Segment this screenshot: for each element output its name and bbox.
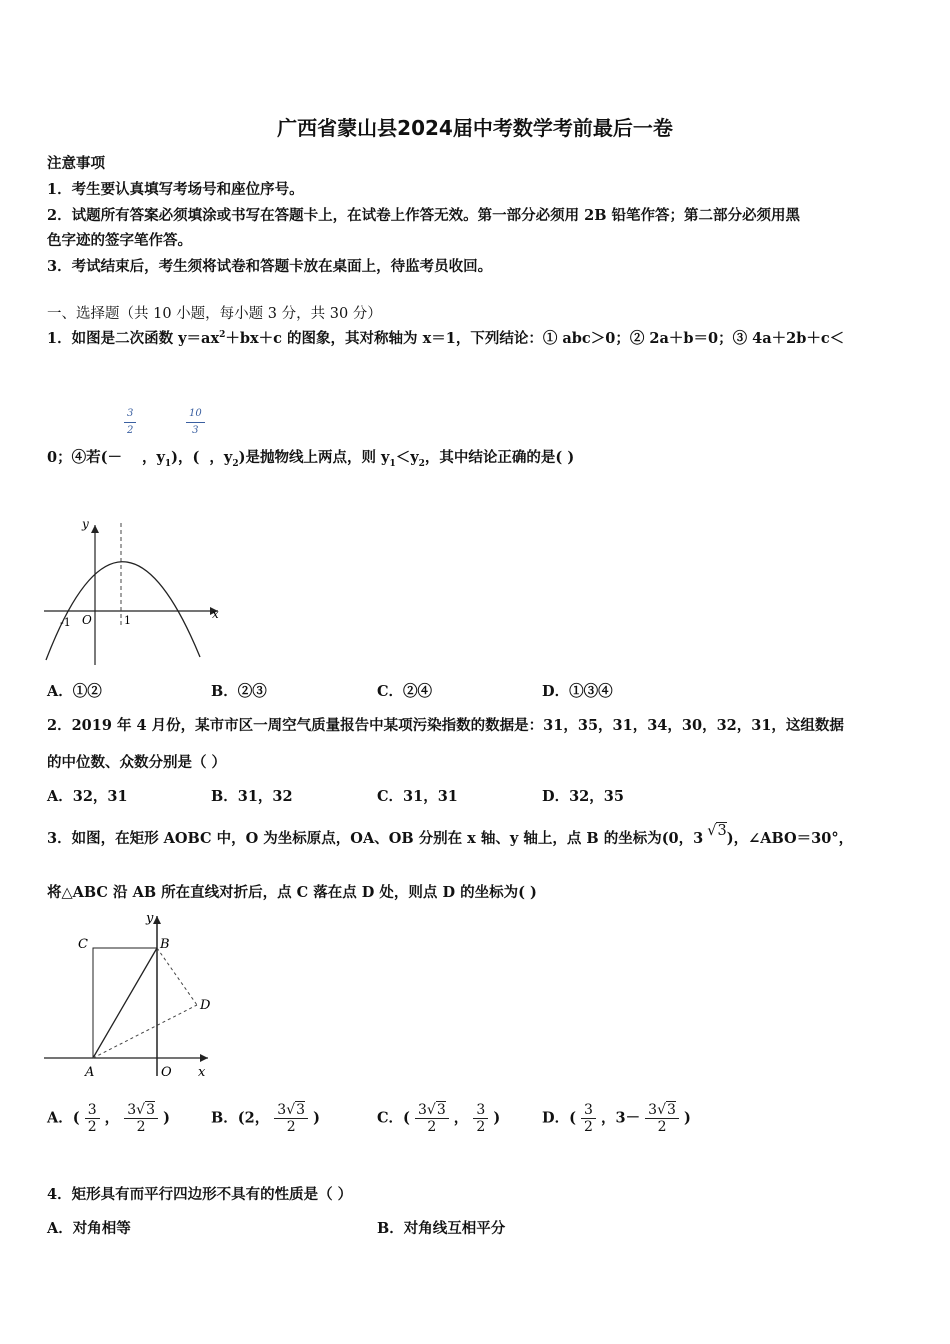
q4-option-b[interactable]: B．对角线互相平分 bbox=[377, 1220, 506, 1237]
label-c: C bbox=[78, 937, 88, 952]
label-x: x bbox=[198, 1065, 206, 1080]
fraction-sqrt: $\frac{3√3}{2}$ bbox=[124, 1102, 158, 1135]
question-2-line-2: 的中位数、众数分别是（ ） bbox=[47, 754, 227, 771]
q3-option-a[interactable]: A．( $\frac{3}{2}$ ， $\frac{3√3}{2}$ ) bbox=[47, 1102, 170, 1135]
fraction-sqrt: $\frac{3√3}{2}$ bbox=[415, 1102, 449, 1135]
graph-label-x: x bbox=[212, 607, 219, 621]
label-a: A bbox=[85, 1065, 95, 1080]
sqrt-3: √3 bbox=[707, 823, 727, 839]
page-title: 广西省蒙山县2024届中考数学考前最后一卷 bbox=[277, 116, 673, 140]
fraction: $\frac{3}{2}$ bbox=[85, 1102, 100, 1135]
fraction: $\frac{3}{2}$ bbox=[473, 1102, 488, 1135]
x-axis-arrow bbox=[200, 1054, 208, 1062]
label-b: B bbox=[160, 937, 170, 952]
question-1-line-2: 0；④若(－ ，$y_1$)，( ，$y_2$)是抛物线上两点，则 $y_1<y_2$，其中结论正确的是( ) bbox=[47, 449, 575, 469]
q2-option-b[interactable]: B．31，32 bbox=[211, 788, 293, 805]
q3-option-d[interactable]: D．( $\frac{3}{2}$ ，3－ $\frac{3√3}{2}$ ) bbox=[542, 1102, 691, 1135]
q1-option-b[interactable]: B．②③ bbox=[211, 683, 267, 700]
question-3-line-1: 3．如图，在矩形 AOBC 中，O 为坐标原点，OA、OB 分别在 x 轴、y 轴上，点 B 的坐标为(0，3 √3)，∠ABO＝30°， bbox=[47, 823, 854, 847]
q3-option-b[interactable]: B．(2， $\frac{3√3}{2}$ ) bbox=[211, 1102, 320, 1135]
fraction-3-2: $\frac{3}{2}$ bbox=[124, 406, 136, 439]
parabola-graph bbox=[40, 515, 225, 670]
q3-option-c[interactable]: C．( $\frac{3√3}{2}$ ， $\frac{3}{2}$ ) bbox=[377, 1102, 501, 1135]
question-2-line-1: 2．2019 年 4 月份，某市市区一周空气质量报告中某项污染指数的数据是：31，35，31，34，30，32，31，这组数据 bbox=[47, 717, 844, 734]
y-axis-arrow bbox=[91, 525, 99, 533]
q1-option-c[interactable]: C．②④ bbox=[377, 683, 433, 700]
label-o: O bbox=[161, 1065, 172, 1080]
fraction: $\frac{3}{2}$ bbox=[581, 1102, 596, 1135]
question-4-line-1: 4．矩形具有而平行四边形不具有的性质是（ ） bbox=[47, 1186, 353, 1203]
label-d: D bbox=[200, 998, 211, 1013]
y-axis-arrow bbox=[153, 916, 161, 924]
section-heading: 一、选择题（共 10 小题，每小题 3 分，共 30 分） bbox=[47, 306, 382, 322]
notice-item-2: 2．试题所有答案必须填涂或书写在答题卡上，在试卷上作答无效。第一部分必须用 2B 铅笔作答；第二部分必须用黑 bbox=[47, 207, 801, 224]
question-3-line-2: 将△ABC 沿 AB 所在直线对折后，点 C 落在点 D 处，则点 D 的坐标为( ) bbox=[47, 884, 537, 901]
q2-option-d[interactable]: D．32，35 bbox=[542, 788, 624, 805]
rectangle-fold-figure bbox=[40, 908, 225, 1083]
q4-option-a[interactable]: A．对角相等 bbox=[47, 1220, 131, 1237]
q2-option-a[interactable]: A．32，31 bbox=[47, 788, 128, 805]
label-y: y bbox=[146, 911, 154, 926]
question-1-line-1: 1．如图是二次函数 $y=ax^2+bx+c$ 的图象，其对称轴为 x＝1，下列结论：① abc＞0；② 2a＋b＝0；③ 4a＋2b＋c＜ bbox=[47, 330, 845, 347]
segment-bd bbox=[157, 948, 197, 1005]
q1-option-d[interactable]: D．①③④ bbox=[542, 683, 613, 700]
q2-option-c[interactable]: C．31，31 bbox=[377, 788, 458, 805]
fraction-sqrt: $\frac{3√3}{2}$ bbox=[274, 1102, 308, 1135]
graph-label-y: y bbox=[82, 517, 89, 531]
q1-option-a[interactable]: A．①② bbox=[47, 683, 102, 700]
notice-item-1: 1．考生要认真填写考场号和座位序号。 bbox=[47, 181, 304, 198]
graph-label-1: 1 bbox=[124, 614, 131, 627]
fraction-10-3: $\frac{10}{3}$ bbox=[186, 406, 205, 439]
notice-heading: 注意事项 bbox=[47, 155, 105, 172]
fraction-sqrt: $\frac{3√3}{2}$ bbox=[645, 1102, 679, 1135]
graph-label-origin: O bbox=[82, 613, 92, 627]
graph-label-neg1: -1 bbox=[60, 616, 71, 629]
notice-item-3: 3．考试结束后，考生须将试卷和答题卡放在桌面上，待监考员收回。 bbox=[47, 258, 493, 275]
notice-item-2-cont: 色字迹的签字笔作答。 bbox=[47, 232, 192, 249]
